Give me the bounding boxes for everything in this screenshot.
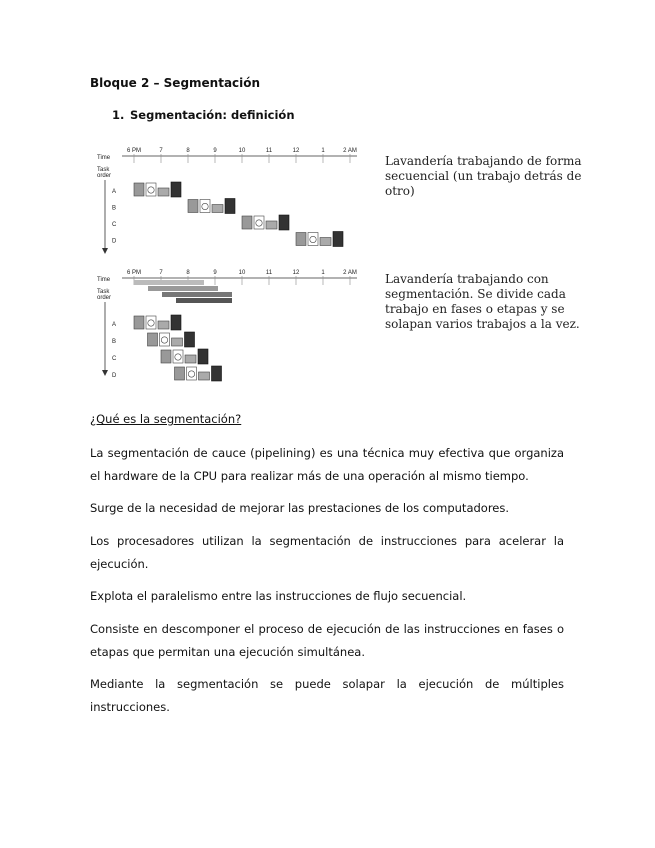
paragraph: Explota el paralelismo entre las instrucciones de flujo secuencial. xyxy=(90,589,467,603)
sequential-caption: Lavandería trabajando de forma secuencial (un trabajo detrás de otro) xyxy=(385,154,582,198)
seq-load-B-closet-icon xyxy=(225,199,235,214)
pipe-load-C-dryer-icon xyxy=(173,350,183,363)
seq-load-C-dryer-icon xyxy=(254,216,264,229)
seq-load-C-washer-icon xyxy=(242,216,252,229)
seq-load-C-closet-icon xyxy=(279,215,289,230)
seq-load-B-washer-icon xyxy=(188,200,198,213)
seq-load-D-fold-icon xyxy=(320,238,331,246)
pipe-stage-bar xyxy=(162,292,232,297)
seq-load-C-fold-icon xyxy=(266,221,277,229)
seq-load-B-fold-icon xyxy=(212,205,223,213)
pipe-load-B-dryer-icon xyxy=(160,333,170,346)
pipe-task-C: C xyxy=(112,356,117,362)
pipe-tick-label: 12 xyxy=(292,270,300,276)
section-title: Segmentación: definición xyxy=(130,108,295,122)
seq-tick-label: 11 xyxy=(265,148,273,154)
pipe-load-B-closet-icon xyxy=(185,332,195,347)
seq-tick-label: 7 xyxy=(159,148,163,154)
pipe-load-A-washer-icon xyxy=(134,316,144,329)
seq-tick-label: 8 xyxy=(186,148,190,154)
paragraph: Los procesadores utilizan la segmentación de instrucciones para acelerar la ejecución. xyxy=(90,534,564,571)
pipe-load-D-dryer-icon xyxy=(187,367,197,380)
pipe-load-C-closet-icon xyxy=(198,349,208,364)
pipe-load-C-fold-icon xyxy=(185,355,196,363)
laundry-pipeline-figure xyxy=(92,146,364,390)
pipe-load-C-washer-icon xyxy=(161,350,171,363)
section-heading xyxy=(112,108,295,122)
seq-tick-label: 12 xyxy=(292,148,300,154)
seq-task-C: C xyxy=(112,222,117,228)
pipe-load-A-dryer-icon xyxy=(146,316,156,329)
pipe-stage-bar xyxy=(148,286,218,291)
paragraph: La segmentación de cauce (pipelining) es una técnica muy efectiva que organiza el hardware de la CPU para realizar más de una operación al mismo tiempo. xyxy=(90,446,564,483)
pipe-load-D-fold-icon xyxy=(199,372,210,380)
seq-task-D: D xyxy=(112,238,117,245)
pipe-load-B-fold-icon xyxy=(172,338,183,346)
pipe-order-label: order xyxy=(97,295,112,301)
paragraph: Mediante la segmentación se puede solapar la ejecución de múltiples instrucciones. xyxy=(90,677,564,714)
pipe-tick-label: 7 xyxy=(159,270,163,276)
pipe-load-B-washer-icon xyxy=(148,333,158,346)
seq-task-label: Task xyxy=(97,167,110,173)
pipe-task-D: D xyxy=(112,373,117,379)
seq-task-arrow xyxy=(102,248,108,254)
pipe-task-label: Task xyxy=(97,289,110,295)
seq-order-label: order xyxy=(97,173,112,179)
seq-load-A-washer-icon xyxy=(134,183,144,196)
pipe-stage-bar xyxy=(176,298,232,303)
pipe-load-D-closet-icon xyxy=(212,366,222,381)
section-number: 1. xyxy=(112,108,125,122)
pipe-tick-label: 9 xyxy=(213,270,217,276)
seq-task-B: B xyxy=(112,205,117,212)
seq-load-D-dryer-icon xyxy=(308,233,318,246)
pipe-task-arrow xyxy=(102,370,108,376)
pipe-load-A-closet-icon xyxy=(171,315,181,330)
seq-tick-label: 1 xyxy=(321,148,325,154)
seq-task-A: A xyxy=(112,189,117,195)
seq-load-A-fold-icon xyxy=(158,188,169,196)
seq-load-B-dryer-icon xyxy=(200,200,210,213)
seq-tick-label: 10 xyxy=(238,148,246,154)
pipe-tick-label: 2 AM xyxy=(343,270,357,276)
pipe-tick-label: 1 xyxy=(321,270,325,276)
seq-load-A-closet-icon xyxy=(171,182,181,197)
seq-load-A-dryer-icon xyxy=(146,183,156,196)
seq-tick-label: 2 AM xyxy=(343,148,357,154)
pipe-tick-label: 8 xyxy=(186,270,190,276)
pipe-time-label: Time xyxy=(97,277,111,283)
seq-time-label: Time xyxy=(97,155,111,161)
pipe-load-D-washer-icon xyxy=(175,367,185,380)
seq-tick-label: 9 xyxy=(213,148,217,154)
pipe-tick-label: 11 xyxy=(265,270,273,276)
pipe-stage-bar xyxy=(134,280,204,285)
pipe-tick-label: 6 PM xyxy=(126,270,142,276)
question-heading: ¿Qué es la segmentación? xyxy=(90,412,242,426)
block-title: Bloque 2 – Segmentación xyxy=(90,76,261,90)
paragraph: Consiste en descomponer el proceso de ejecución de las instrucciones en fases o etapas que permitan una ejecución simultánea. xyxy=(90,622,564,659)
laundry-figure-svg xyxy=(92,146,364,390)
pipe-load-A-fold-icon xyxy=(158,321,169,329)
pipe-task-B: B xyxy=(112,339,117,345)
pipe-task-A: A xyxy=(112,322,117,328)
seq-tick-label: 6 PM xyxy=(126,148,142,154)
pipelined-caption: Lavandería trabajando con segmentación. Se divide cada trabajo en fases o etapas y se solapan varios trabajos a la vez. xyxy=(385,272,580,331)
pipe-tick-label: 10 xyxy=(238,270,246,276)
seq-load-D-closet-icon xyxy=(333,232,343,247)
seq-load-D-washer-icon xyxy=(296,233,306,246)
paragraph: Surge de la necesidad de mejorar las prestaciones de los computadores. xyxy=(90,501,510,515)
